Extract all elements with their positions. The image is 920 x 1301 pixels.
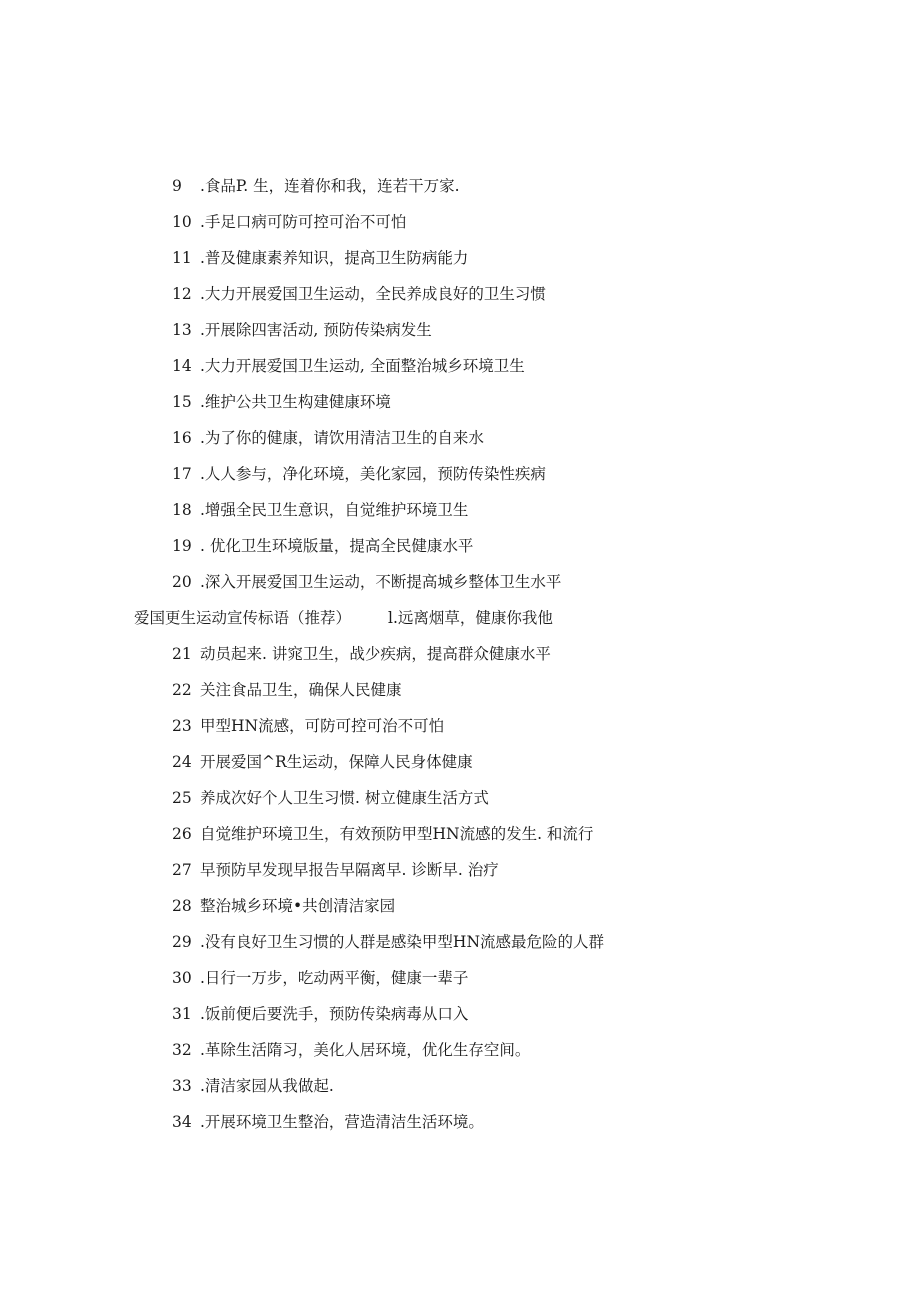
- item-text: .饭前便后要洗手，预防传染病毒从口入: [200, 1005, 469, 1023]
- item-text: .食品P. 生，连着你和我，连若干万家.: [200, 177, 460, 195]
- list-item: [0, 312, 920, 348]
- item-text: .为了你的健康，请饮用清洁卫生的自来水: [200, 429, 484, 447]
- item-number: 15: [172, 393, 192, 411]
- item-number: 26: [172, 825, 192, 843]
- list-item: [0, 708, 920, 744]
- item-number: 29: [172, 933, 192, 951]
- item-text: 养成次好个人卫生习惯. 树立健康生活方式: [200, 789, 489, 807]
- item-number: 20: [172, 573, 192, 591]
- item-text: 甲型HN流感，可防可控可治不可怕: [200, 717, 445, 735]
- item-text: 整治城乡环境•共创清洁家园: [200, 897, 396, 915]
- item-number: 32: [172, 1041, 192, 1059]
- item-text: .维护公共卫生构建健康环境: [200, 393, 391, 411]
- list-item: [0, 1104, 920, 1140]
- list-item: [0, 348, 920, 384]
- list-item: [0, 384, 920, 420]
- item-text: .大力开展爱国卫生运动, 全面整治城乡环境卫生: [200, 357, 525, 375]
- item-text: .没有良好卫生习惯的人群是感染甲型HN流感最危险的人群: [200, 933, 605, 951]
- item-text: .人人参与，净化环境，美化家园，预防传染性疾病: [200, 465, 546, 483]
- item-text: .开展除四害活动, 预防传染病发生: [200, 321, 432, 339]
- item-text: .深入开展爱国卫生运动，不断提高城乡整体卫生水平: [200, 573, 562, 591]
- section-title: 爱国更生运动宣传标语（推荐）: [134, 609, 352, 627]
- list-item: [0, 780, 920, 816]
- list-item: [0, 636, 920, 672]
- list-item: [0, 1068, 920, 1104]
- list-item: [0, 888, 920, 924]
- item-text: 开展爱国^R生运动，保障人民身体健康: [200, 753, 473, 771]
- item-number: 21: [172, 645, 192, 663]
- slogan-list: [0, 168, 920, 1140]
- list-item: [0, 996, 920, 1032]
- item-number: 19: [172, 537, 192, 555]
- item-text: . 优化卫生环境版量，提高全民健康水平: [200, 537, 474, 555]
- item-text: .开展环境卫生整治，营造清洁生活环境。: [200, 1113, 484, 1131]
- list-item: [0, 924, 920, 960]
- list-item: [0, 240, 920, 276]
- item-number: 9: [172, 177, 182, 195]
- list-item: [0, 456, 920, 492]
- item-text: 关注食品卫生，确保人民健康: [200, 681, 402, 699]
- item-number: 24: [172, 753, 192, 771]
- item-number: 18: [172, 501, 192, 519]
- item-text: 动员起来. 讲窕卫生，战少疾病，提高群众健康水平: [200, 645, 551, 663]
- item-number: 28: [172, 897, 192, 915]
- item-number: 11: [172, 249, 192, 267]
- item-number: 30: [172, 969, 192, 987]
- list-item: [0, 1032, 920, 1068]
- item-number: 17: [172, 465, 192, 483]
- item-text: .革除生活隋习，美化人居环境，优化生存空间。: [200, 1041, 531, 1059]
- item-number: 12: [172, 285, 192, 303]
- list-item: [0, 168, 920, 204]
- item-text: .清洁家园从我做起.: [200, 1077, 334, 1095]
- item-number: 13: [172, 321, 192, 339]
- item-number: 16: [172, 429, 192, 447]
- list-item: [0, 204, 920, 240]
- item-number: 27: [172, 861, 192, 879]
- item-number: 25: [172, 789, 192, 807]
- section-heading: [0, 600, 920, 636]
- list-item: [0, 852, 920, 888]
- item-text: 自觉维护环境卫生，有效预防甲型HN流感的发生. 和流行: [200, 825, 594, 843]
- section-first-slogan: l.远离烟草，健康你我他: [388, 609, 553, 627]
- item-number: 10: [172, 213, 192, 231]
- item-number: 22: [172, 681, 192, 699]
- item-text: .日行一万步，吃动两平衡，健康一辈子: [200, 969, 469, 987]
- list-item: [0, 420, 920, 456]
- list-item: [0, 492, 920, 528]
- list-item: [0, 816, 920, 852]
- item-text: .大力开展爱国卫生运动，全民养成良好的卫生习惯: [200, 285, 546, 303]
- item-number: 34: [172, 1113, 192, 1131]
- item-number: 33: [172, 1077, 192, 1095]
- list-item: [0, 564, 920, 600]
- item-text: .增强全民卫生意识，自觉维护环境卫生: [200, 501, 469, 519]
- item-number: 31: [172, 1005, 192, 1023]
- item-text: .手足口病可防可控可治不可怕: [200, 213, 407, 231]
- list-item: [0, 276, 920, 312]
- item-text: .普及健康素养知识，提高卫生防病能力: [200, 249, 469, 267]
- item-text: 早预防早发现早报告早隔离早. 诊断早. 治疗: [200, 861, 499, 879]
- list-item: [0, 528, 920, 564]
- item-number: 23: [172, 717, 192, 735]
- list-item: [0, 672, 920, 708]
- item-number: 14: [172, 357, 192, 375]
- list-item: [0, 744, 920, 780]
- list-item: [0, 960, 920, 996]
